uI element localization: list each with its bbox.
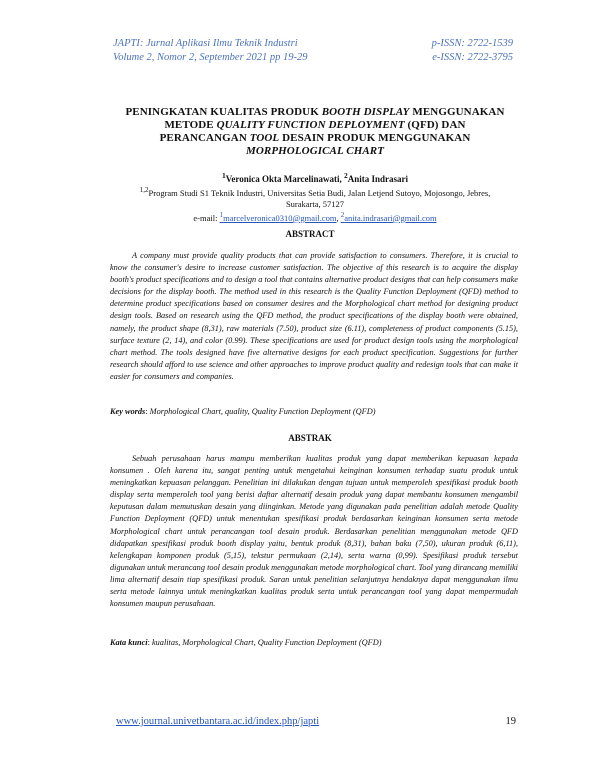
abstract-heading: ABSTRACT bbox=[285, 229, 335, 239]
affiliation-line-1: Program Studi S1 Teknik Industri, Universitas Setia Budi, Jalan Letjend Sutoyo, Mojosongo, Jebres, bbox=[148, 187, 491, 198]
journal-name: JAPTI: Jurnal Aplikasi Ilmu Teknik Industri bbox=[113, 38, 298, 49]
kata-kunci-separator: : bbox=[147, 638, 152, 647]
affiliation-line-2: Surakarta, 57127 bbox=[285, 198, 345, 209]
abstrak-heading: ABSTRAK bbox=[288, 433, 332, 443]
author-sup: 1 bbox=[221, 171, 226, 180]
author-1: Veronica Okta Marcelinawati, bbox=[225, 174, 345, 184]
keywords-en bbox=[110, 406, 518, 418]
journal-volume: Volume 2, Nomor 2, September 2021 pp 19-29 bbox=[113, 52, 308, 63]
keywords-id bbox=[110, 637, 518, 649]
kata-kunci-label: Kata kunci bbox=[110, 638, 148, 647]
abstract-body bbox=[110, 250, 518, 383]
email-link-1[interactable] bbox=[219, 210, 337, 223]
affiliation-sup: 1,2 bbox=[139, 186, 149, 194]
author-block bbox=[100, 170, 530, 224]
keywords-text: Morphological Chart, quality, Quality Function Deployment (QFD) bbox=[149, 407, 376, 416]
email-label: e-mail: bbox=[193, 212, 220, 223]
email-separator: , bbox=[336, 212, 341, 223]
keywords-separator: : bbox=[145, 407, 150, 416]
affiliation bbox=[100, 185, 530, 199]
author-2: Anita Indrasari bbox=[347, 174, 409, 184]
title-text-italic: BOOTH DISPLAY bbox=[321, 106, 410, 118]
journal-url-link[interactable]: www.journal.univetbantara.ac.id/index.php/japti bbox=[116, 716, 320, 727]
abstrak-body bbox=[110, 453, 518, 610]
title-text: MENGGUNAKAN bbox=[409, 106, 505, 118]
title-text-italic: TOOL bbox=[249, 132, 280, 144]
e-issn: e-ISSN: 2722-3795 bbox=[432, 52, 513, 63]
journal-header bbox=[113, 37, 513, 65]
keywords-label: Key words bbox=[110, 407, 146, 416]
page-number: 19 bbox=[505, 716, 516, 727]
title-text-italic: MORPHOLOGICAL CHART bbox=[245, 145, 385, 157]
title-text: METODE bbox=[164, 119, 217, 131]
p-issn: p-ISSN: 2722-1539 bbox=[431, 38, 513, 49]
page-footer bbox=[116, 716, 516, 727]
author-names bbox=[100, 170, 530, 185]
email-1-text: marcelveronica0310@gmail.com bbox=[223, 212, 337, 223]
abstrak-text: Sebuah perusahaan harus mampu memberikan kualitas produk yang dapat memberikan kepuasan kepada konsumen . Oleh karena itu, sangat penting untuk mengetahui keinginan konsumen terhadap suatu produk untuk meningkatkan kepuasan pelanggan. Penelitian ini dilakukan dengan tujuan untuk memperoleh spesifikasi produk booth display serta memperoleh tool yang berisi daftar alternatif desain produk yang dapat membantu konsumen mengambil keputusan dalam memutuskan desain yang diinginkan. Metode yang digunakan pada penelitian adalah metode Quality Function Deployment (QFD) untuk menentukan spesifikasi produk berdasarkan keinginan konsumen serta metode Morphological chart untuk perancangan tool desain produk. Berdasarkan penelitian menggunakan metode QFD didapatkan spesifikasi produk booth display yaitu, bentuk produk (8,31), bahan baku (7,50), ukuran produk (6,11), kelengkapan komponen produk (5,15), tekstur permukaan (2,14), serta warna (0,99). Spesifikasi produk tersebut digunakan untuk merancang tool desain produk menggunakan metode morphological chart. Tool yang dirancang memiliki lima alternatif desain tiap spesifikasi produk. Saran untuk penelitian selanjutnya hendaknya dapat menggunakan ilmu serta metode lainnya untuk meningkatkan kualitas produk serta untuk perancangan tool yang dapat mempermudah konsumen maupun perusahaan. bbox=[110, 454, 518, 609]
author-sup: 2 bbox=[344, 171, 348, 180]
title-text-italic: QUALITY FUNCTION DEPLOYMENT bbox=[216, 119, 405, 131]
email-line bbox=[100, 210, 530, 224]
title-text: PENINGKATAN KUALITAS PRODUK bbox=[125, 106, 322, 118]
email-2-text: anita.indrasari@gmail.com bbox=[344, 212, 437, 223]
abstract-text: A company must provide quality products that can provide satisfaction to consumers. Therefore, it is crucial to know the consumer's desire to increase customer satisfaction. The objective of this research is to acquire the display booth's product specifications and to design a tool that contains alternative product designs that can help consumers make decisions for the display booth. The method used in this research is the Quality Function Deployment (QFD) method to determine product specifications based on consumer desires and the Morphological chart method for designing product design tools. Based on research using the QFD method, the product specifications of the display booth were obtained, namely, the product shape (8,31), raw materials (7.50), product size (6.11), completeness of product components (5.15), surface texture (2, 14), and color (0.99). These specifications are used for product design tools using the morphological chart method. The tools designed have five alternative designs for each product specification. Suggestions for further research should afford to use science and other approaches to improve product quality and redesign tools that can make it easier for consumers and companies. bbox=[110, 251, 518, 381]
paper-title bbox=[100, 106, 530, 158]
email-link-2[interactable] bbox=[340, 210, 437, 223]
title-text: PERANCANGAN bbox=[159, 132, 250, 144]
title-text: DESAIN PRODUK MENGGUNAKAN bbox=[279, 132, 471, 144]
title-text: (QFD) DAN bbox=[404, 119, 466, 131]
kata-kunci-text: kualitas, Morphological Chart, Quality Function Deployment (QFD) bbox=[151, 638, 382, 647]
email-sup: 1 bbox=[219, 210, 224, 219]
email-sup: 2 bbox=[340, 210, 345, 219]
